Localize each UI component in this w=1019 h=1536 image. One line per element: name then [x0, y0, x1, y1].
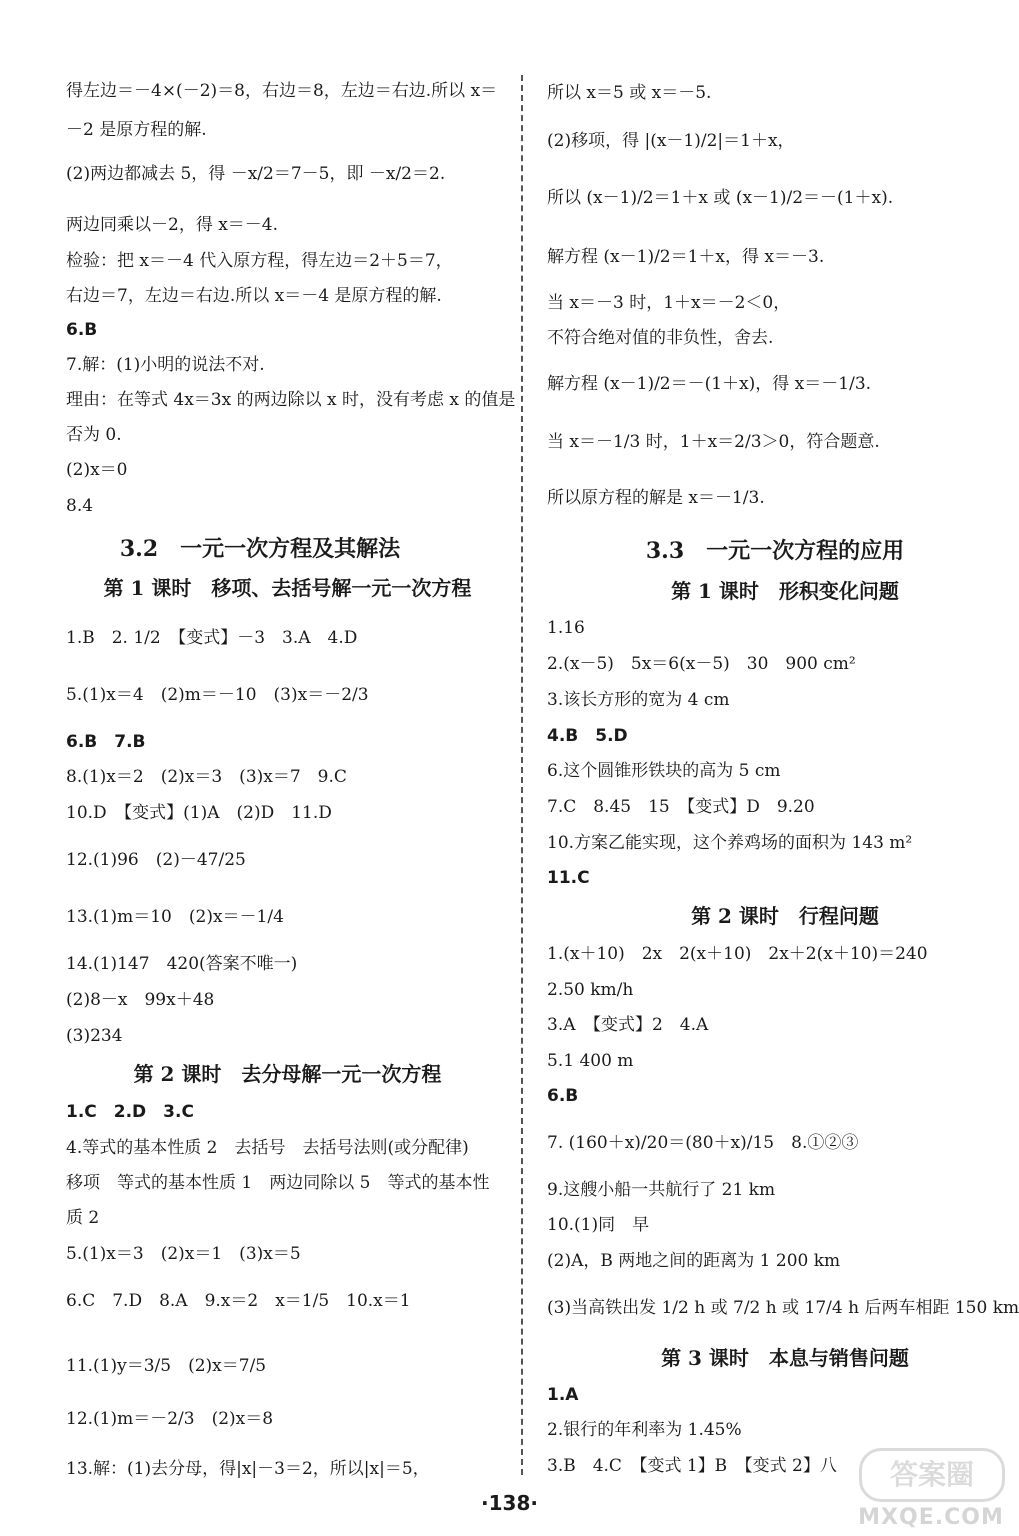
answer-line: 10.(1)同 早 — [547, 1215, 650, 1235]
lesson-title: 第 2 课时 行程问题 — [691, 904, 879, 928]
text-line: 所以原方程的解是 x＝－1/3. — [547, 488, 765, 508]
answer-line: 8.(1)x＝2 (2)x＝3 (3)x＝7 9.C — [66, 767, 347, 787]
text-line: 得左边＝－4×(－2)＝8，右边＝8，左边＝右边.所以 x＝ — [66, 81, 498, 101]
text-line: 不符合绝对值的非负性，舍去. — [547, 328, 774, 348]
answer-line: 13.(1)m＝10 (2)x＝－1/4 — [66, 907, 284, 927]
text-line: －2 是原方程的解. — [66, 120, 207, 140]
answer-line: 11.C — [547, 868, 590, 888]
answer-line: 1.(x＋10) 2x 2(x＋10) 2x＋2(x＋10)＝240 — [547, 944, 928, 964]
answer-line: (2)A，B 两地之间的距离为 1 200 km — [547, 1251, 841, 1271]
text-line: 所以 x＝5 或 x＝－5. — [547, 83, 712, 103]
text-line: 6.B — [66, 320, 98, 340]
answer-line: 1.A — [547, 1385, 579, 1405]
answer-line: (2)8－x 99x＋48 — [66, 990, 215, 1010]
answer-line: 移项 等式的基本性质 1 两边同除以 5 等式的基本性 — [66, 1173, 490, 1193]
lesson-title: 第 3 课时 本息与销售问题 — [661, 1346, 909, 1370]
text-line: 理由：在等式 4x＝3x 的两边除以 x 时，没有考虑 x 的值是 — [66, 390, 516, 410]
text-line: 所以 (x－1)/2＝1＋x 或 (x－1)/2＝－(1＋x). — [547, 188, 894, 208]
answer-line: 3.A 【变式】2 4.A — [547, 1015, 709, 1035]
answer-line: 1.16 — [547, 618, 585, 638]
text-line: (2)两边都减去 5，得 －x/2＝7－5，即 －x/2＝2. — [66, 164, 446, 184]
answer-line: 4.B 5.D — [547, 726, 628, 746]
answer-line: 1.C 2.D 3.C — [66, 1102, 194, 1122]
answer-line: 7. (160＋x)/20＝(80＋x)/15 8.①②③ — [547, 1133, 859, 1153]
answer-line: 3.B 4.C 【变式 1】B 【变式 2】八 — [547, 1456, 837, 1476]
answer-line: 2.50 km/h — [547, 980, 634, 1000]
lesson-title: 第 1 课时 移项、去括号解一元一次方程 — [103, 576, 472, 600]
text-line: 8.4 — [66, 496, 94, 516]
text-line: 解方程 (x－1)/2＝1＋x，得 x＝－3. — [547, 247, 825, 267]
text-line: 当 x＝－1/3 时，1＋x＝2/3＞0，符合题意. — [547, 432, 880, 452]
answer-line: 4.等式的基本性质 2 去括号 去括号法则(或分配律) — [66, 1138, 469, 1158]
answer-line: 1.B 2. 1/2 【变式】－3 3.A 4.D — [66, 628, 358, 648]
section-title: 3.2 一元一次方程及其解法 — [119, 536, 401, 562]
answer-line: 3.该长方形的宽为 4 cm — [547, 690, 730, 710]
answer-line: 5.1 400 m — [547, 1051, 634, 1071]
answer-line: 10.方案乙能实现，这个养鸡场的面积为 143 m² — [547, 833, 913, 853]
answer-line: 7.C 8.45 15 【变式】D 9.20 — [547, 797, 815, 817]
answer-line: 6.B 7.B — [66, 732, 146, 752]
text-line: 两边同乘以－2，得 x＝－4. — [66, 215, 279, 235]
answer-line: 12.(1)m＝－2/3 (2)x＝8 — [66, 1409, 274, 1429]
answer-line: 9.这艘小船一共航行了 21 km — [547, 1180, 776, 1200]
text-line: 7.解：(1)小明的说法不对. — [66, 355, 265, 375]
column-divider — [521, 75, 523, 1475]
page-number: ·138· — [481, 1491, 538, 1515]
answer-line: 质 2 — [66, 1208, 100, 1228]
watermark-logo-icon: 答案圈 — [859, 1448, 1005, 1502]
text-line: 右边＝7，左边＝右边.所以 x＝－4 是原方程的解. — [66, 286, 442, 306]
answer-line: 13.解：(1)去分母，得|x|－3＝2，所以|x|＝5， — [66, 1459, 430, 1479]
answer-line: (3)234 — [66, 1026, 123, 1046]
answer-line: 2.银行的年利率为 1.45% — [547, 1420, 742, 1440]
text-line: (2)x＝0 — [66, 460, 128, 480]
text-line: (2)移项，得 |(x－1)/2|＝1＋x， — [547, 131, 795, 151]
text-line: 检验：把 x＝－4 代入原方程，得左边＝2＋5＝7， — [66, 251, 453, 271]
answer-line: 14.(1)147 420(答案不唯一) — [66, 954, 298, 974]
text-line: 解方程 (x－1)/2＝－(1＋x)，得 x＝－1/3. — [547, 374, 872, 394]
answer-line: 6.C 7.D 8.A 9.x＝2 x＝1/5 10.x＝1 — [66, 1291, 411, 1311]
answer-line: 5.(1)x＝4 (2)m＝－10 (3)x＝－2/3 — [66, 685, 369, 705]
text-line: 当 x＝－3 时，1＋x＝－2＜0， — [547, 293, 791, 313]
answer-line: 2.(x－5) 5x＝6(x－5) 30 900 cm² — [547, 654, 856, 674]
answer-line: 5.(1)x＝3 (2)x＝1 (3)x＝5 — [66, 1244, 301, 1264]
section-title: 3.3 一元一次方程的应用 — [645, 538, 905, 564]
lesson-title: 第 1 课时 形积变化问题 — [671, 579, 899, 603]
text-line: 否为 0. — [66, 425, 122, 445]
answer-line: (3)当高铁出发 1/2 h 或 7/2 h 或 17/4 h 后两车相距 150 km — [547, 1298, 1019, 1318]
answer-line: 10.D 【变式】(1)A (2)D 11.D — [66, 803, 332, 823]
lesson-title: 第 2 课时 去分母解一元一次方程 — [133, 1062, 442, 1086]
answer-line: 11.(1)y＝3/5 (2)x＝7/5 — [66, 1356, 267, 1376]
answer-line: 6.B — [547, 1086, 579, 1106]
watermark-text: MXQE.COM — [858, 1505, 1004, 1530]
answer-line: 12.(1)96 (2)－47/25 — [66, 850, 246, 870]
watermark — [845, 1444, 1017, 1534]
answer-line: 6.这个圆锥形铁块的高为 5 cm — [547, 761, 781, 781]
